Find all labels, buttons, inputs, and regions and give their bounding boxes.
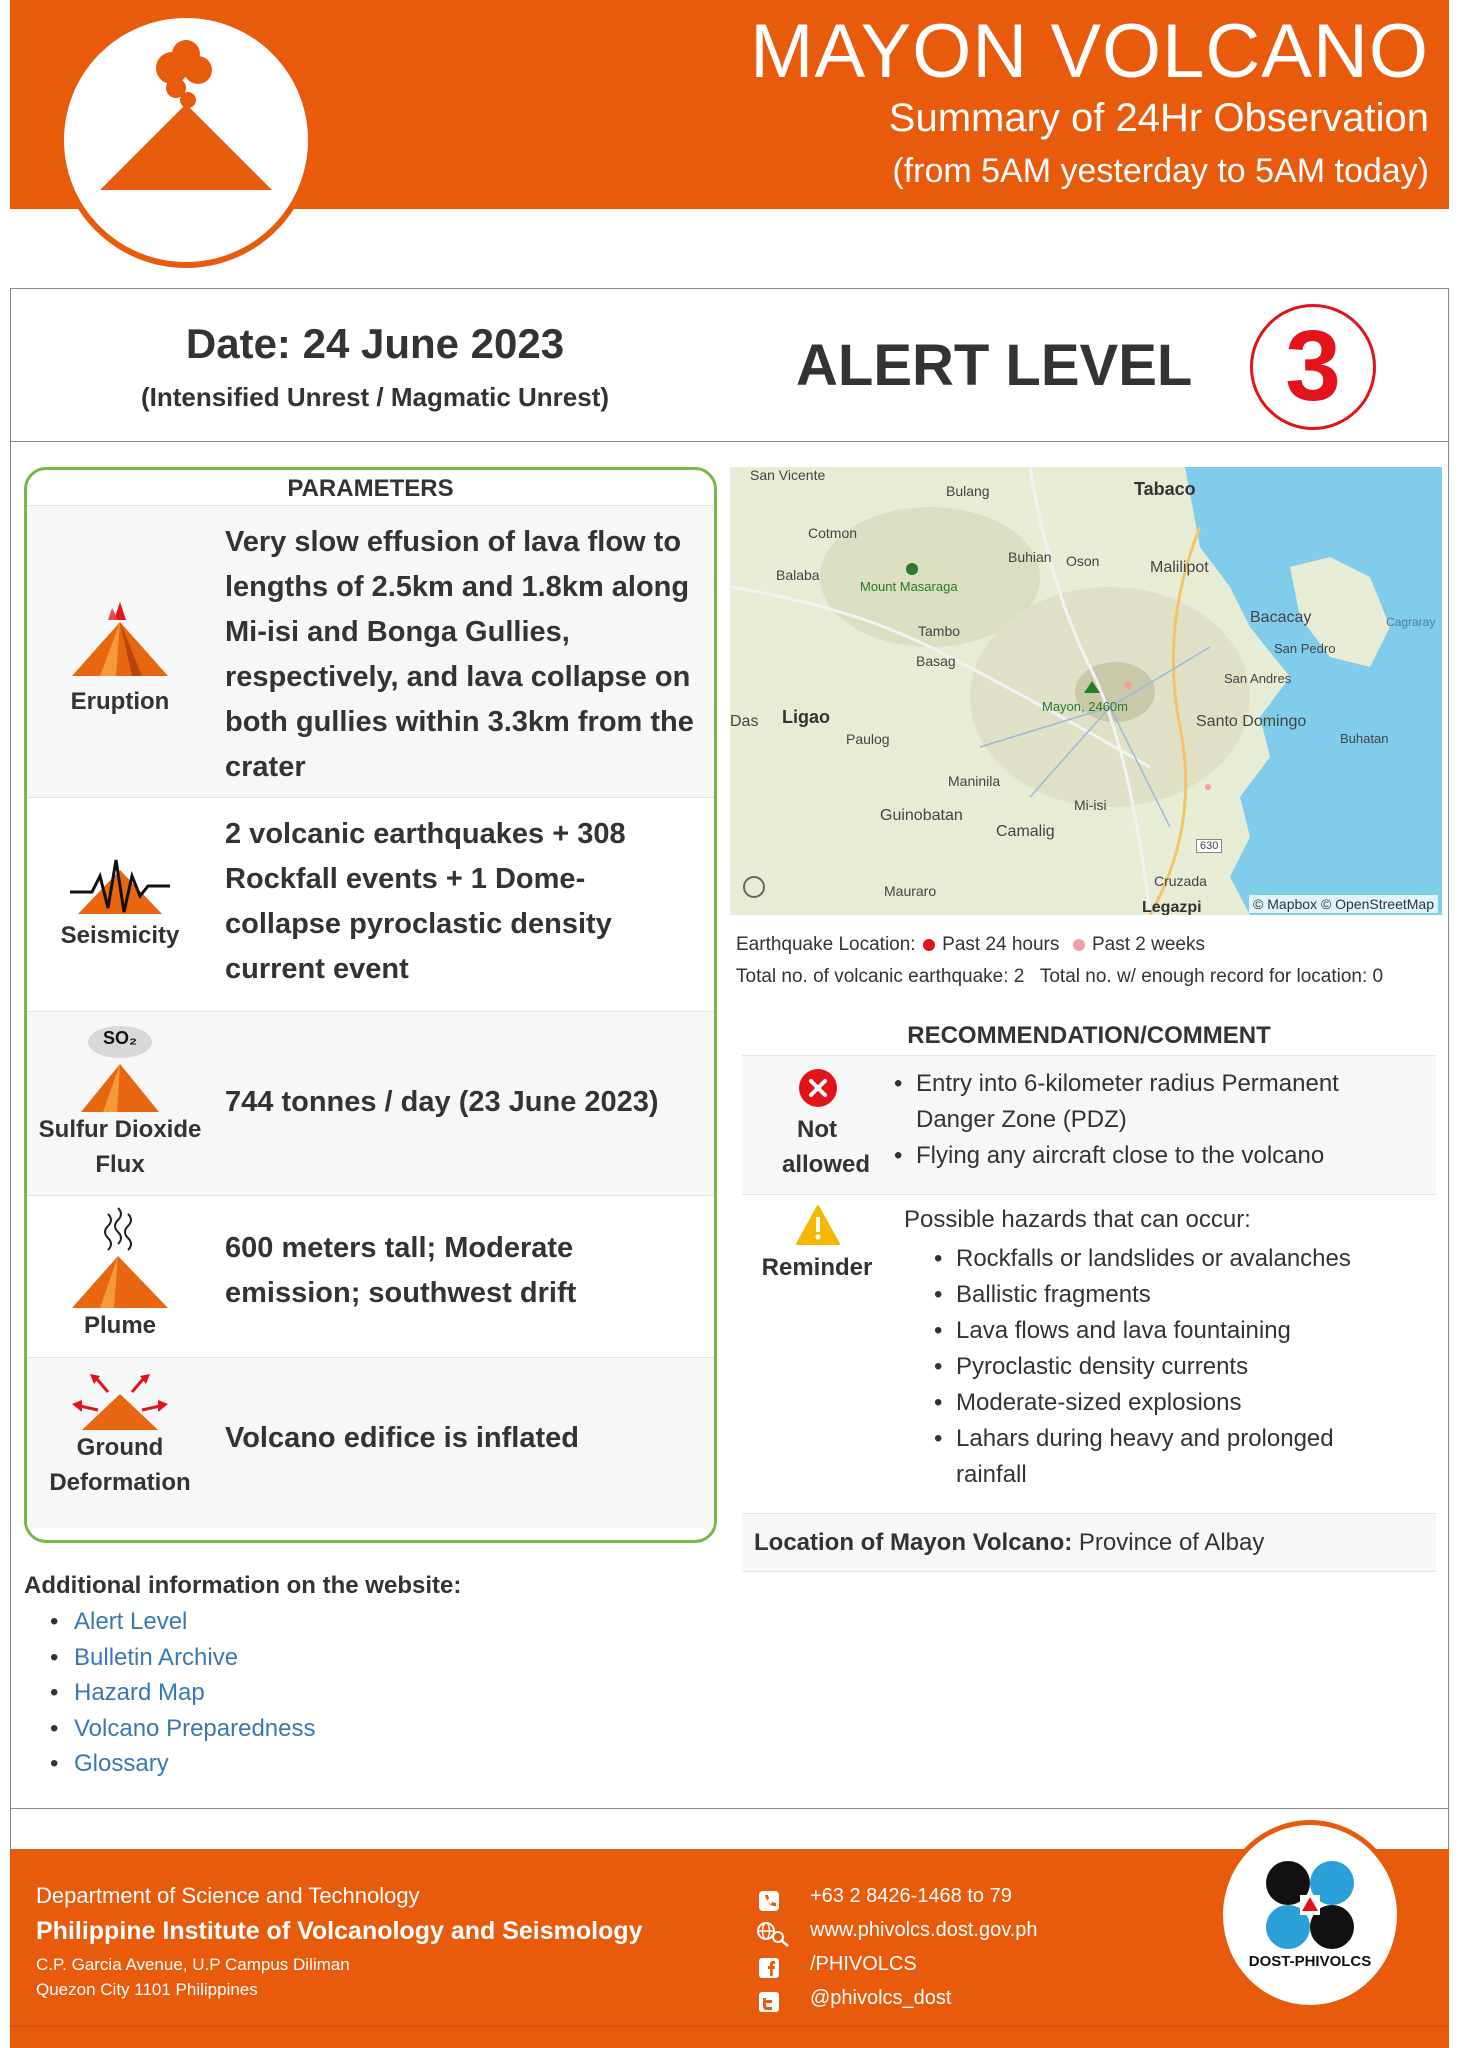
map-label-buhatan: Buhatan <box>1340 731 1389 746</box>
parameter-row-sulfur-dioxide <box>27 1012 714 1196</box>
reminder-label: Reminder <box>761 1254 873 1281</box>
volcano-logo <box>58 12 314 268</box>
parameter-row-plume <box>27 1196 714 1358</box>
link-bulletin-archive[interactable]: • Bulletin Archive <box>50 1640 316 1676</box>
alert-level-label: ALERT LEVEL <box>796 333 1193 398</box>
not-allowed-list <box>892 1066 1422 1174</box>
map-label-santo-domingo: Santo Domingo <box>1196 713 1307 730</box>
parameter-row-seismicity <box>27 798 714 1012</box>
hazard-item: • Rockfalls or landslides or avalanches <box>932 1241 1382 1277</box>
map-attribution[interactable]: © Mapbox © OpenStreetMap <box>1249 895 1438 913</box>
footer-twitter[interactable]: @phivolcs_dost <box>810 1987 952 2009</box>
facebook-icon <box>758 1957 780 1979</box>
twitter-icon <box>758 1991 780 2013</box>
observation-range: (from 5AM yesterday to 5AM today) <box>892 152 1429 190</box>
ground-deformation-value: Volcano edifice is inflated <box>225 1422 579 1454</box>
seismicity-value: 2 volcanic earthquakes + 308 Rockfall events + 1 Dome-collapse pyroclastic density current event <box>225 818 626 985</box>
map-label-buhian: Buhian <box>1008 549 1052 565</box>
not-allowed-item: • Entry into 6-kilometer radius Permanent Danger Zone (PDZ) <box>892 1066 1422 1138</box>
map-label-das: Das <box>730 713 759 730</box>
earthquake-map[interactable] <box>730 467 1442 915</box>
footer-phone[interactable]: +63 2 8426-1468 to 79 <box>810 1885 1012 1907</box>
footer-divider <box>10 1808 1449 1809</box>
legend-24h: Past 24 hours <box>942 934 1060 955</box>
sulfur-dioxide-value: 744 tonnes / day (23 June 2023) <box>225 1086 659 1118</box>
map-label-bulang: Bulang <box>946 483 990 499</box>
footer-department: Department of Science and Technology <box>36 1883 420 1908</box>
legend-dot-24h-icon <box>923 939 935 951</box>
not-allowed-item: • Flying any aircraft close to the volcano <box>892 1138 1422 1174</box>
total-located: Total no. w/ enough record for location: 0 <box>1039 966 1384 987</box>
map-label-tambo: Tambo <box>918 623 961 639</box>
link-alert-level[interactable]: • Alert Level <box>50 1604 316 1640</box>
page-subtitle: Summary of 24Hr Observation <box>888 96 1429 140</box>
location-value: Province of Albay <box>1078 1529 1265 1556</box>
logo-text: DOST-PHIVOLCS <box>1248 1953 1372 1970</box>
warning-icon <box>795 1204 841 1246</box>
map-label-road-630: 630 <box>1196 839 1222 853</box>
plume-label: Plume <box>83 1312 157 1339</box>
map-label-balaba: Balaba <box>776 567 820 583</box>
map-label-bacacay: Bacacay <box>1250 609 1312 626</box>
legend-dot-2w-icon <box>1073 939 1085 951</box>
hazard-list <box>932 1241 1382 1493</box>
hazard-item: • Lava flows and lava fountaining <box>932 1313 1382 1349</box>
map-label-oson: Oson <box>1066 553 1100 569</box>
footer-website[interactable]: www.phivolcs.dost.gov.ph <box>810 1919 1038 1941</box>
parameters-title: PARAMETERS <box>27 470 714 506</box>
eruption-icon <box>70 600 170 680</box>
not-allowed-box <box>742 1055 1436 1195</box>
map-label-mayon: Mayon, 2460m <box>1042 699 1128 714</box>
map-label-san-vicente: San Vicente <box>750 467 826 483</box>
legend-prefix: Earthquake Location: <box>736 934 916 955</box>
bulletin-date: Date: 24 June 2023 <box>185 320 565 367</box>
map-label-malilipot: Malilipot <box>1150 559 1209 576</box>
map-label-paulog: Paulog <box>846 731 890 747</box>
hazard-heading: Possible hazards that can occur: <box>904 1206 1251 1233</box>
link-glossary[interactable]: • Glossary <box>50 1746 316 1782</box>
plume-value: 600 meters tall; Moderate emission; southwest drift <box>225 1232 577 1309</box>
map-label-san-andres: San Andres <box>1224 671 1292 686</box>
location-label: Location of Mayon Volcano: <box>754 1529 1073 1556</box>
plume-icon <box>70 1206 170 1310</box>
phone-icon <box>758 1890 780 1912</box>
dost-phivolcs-logo <box>1218 1820 1402 2010</box>
ground-deformation-label: Ground Deformation <box>49 1434 191 1496</box>
footer-address-line1: C.P. Garcia Avenue, U.P Campus Diliman <box>36 1955 350 1974</box>
parameter-row-eruption <box>27 506 714 798</box>
parameter-row-ground-deformation <box>27 1358 714 1528</box>
additional-info-title: Additional information on the website: <box>24 1572 462 1599</box>
status-band <box>10 290 1449 442</box>
map-label-san-pedro: San Pedro <box>1274 641 1336 656</box>
total-volcanic-earthquakes: Total no. of volcanic earthquake: 2 <box>736 966 1025 987</box>
map-label-mount-masaraga: Mount Masaraga <box>860 579 958 594</box>
map-label-maninila: Maninila <box>948 773 1001 789</box>
parameters-panel <box>24 467 717 1543</box>
map-label-mi-isi: Mi-isi <box>1074 797 1107 813</box>
link-hazard-map[interactable]: • Hazard Map <box>50 1675 316 1711</box>
earthquake-legend <box>736 934 1205 956</box>
additional-links <box>50 1604 316 1782</box>
not-allowed-label: Not allowed <box>782 1116 871 1178</box>
map-label-cotmon: Cotmon <box>808 525 858 541</box>
map-label-cagraray: Cagraray <box>1386 615 1436 629</box>
recommendation-title: RECOMMENDATION/COMMENT <box>907 1022 1271 1049</box>
prohibited-icon <box>798 1068 838 1108</box>
inflation-arrows-icon <box>70 1372 170 1432</box>
map-label-ligao: Ligao <box>782 707 830 727</box>
sulfur-dioxide-label: Sulfur Dioxide Flux <box>38 1116 202 1178</box>
map-label-legazpi: Legazpi <box>1142 899 1202 915</box>
eruption-value: Very slow effusion of lava flow to lengths of 2.5km and 1.8km along Mi-isi and Bonga Gullies, respectively, and lava collapse on both gullies within 3.3km from the crater <box>225 526 694 783</box>
so2-icon-text: SO₂ <box>102 1028 137 1048</box>
map-label-tabaco: Tabaco <box>1134 479 1196 499</box>
map-label-cruzada: Cruzada <box>1154 873 1207 889</box>
footer-address-line2: Quezon City 1101 Philippines <box>36 1980 258 1999</box>
volcano-logo-icon <box>64 18 308 262</box>
reminder-box <box>742 1196 1436 1514</box>
footer-institute: Philippine Institute of Volcanology and Seismology <box>36 1917 643 1945</box>
volcano-location <box>742 1514 1436 1572</box>
map-label-basag: Basag <box>916 653 956 669</box>
map-label-guinobatan: Guinobatan <box>880 807 963 824</box>
hazard-item: • Lahars during heavy and prolonged rainfall <box>932 1421 1382 1493</box>
dost-phivolcs-logo-icon <box>1264 1859 1356 1951</box>
hazard-item: • Ballistic fragments <box>932 1277 1382 1313</box>
page-title: MAYON VOLCANO <box>750 9 1429 94</box>
footer-facebook[interactable]: /PHIVOLCS <box>810 1953 917 1975</box>
alert-level-badge: 3 <box>1250 304 1376 430</box>
map-label-camalig: Camalig <box>996 823 1055 840</box>
seismograph-icon <box>70 856 170 916</box>
map-label-mauraro: Mauraro <box>884 883 937 899</box>
unrest-description: (Intensified Unrest / Magmatic Unrest) <box>140 382 610 412</box>
web-search-icon <box>756 1921 790 1947</box>
link-volcano-preparedness[interactable]: • Volcano Preparedness <box>50 1711 316 1747</box>
eruption-label: Eruption <box>70 688 170 715</box>
legend-2w: Past 2 weeks <box>1091 934 1205 955</box>
footer-bottom-band <box>10 2026 1449 2048</box>
earthquake-totals <box>736 966 1383 988</box>
seismicity-label: Seismicity <box>60 922 180 949</box>
hazard-item: • Moderate-sized explosions <box>932 1385 1382 1421</box>
hazard-item: • Pyroclastic density currents <box>932 1349 1382 1385</box>
